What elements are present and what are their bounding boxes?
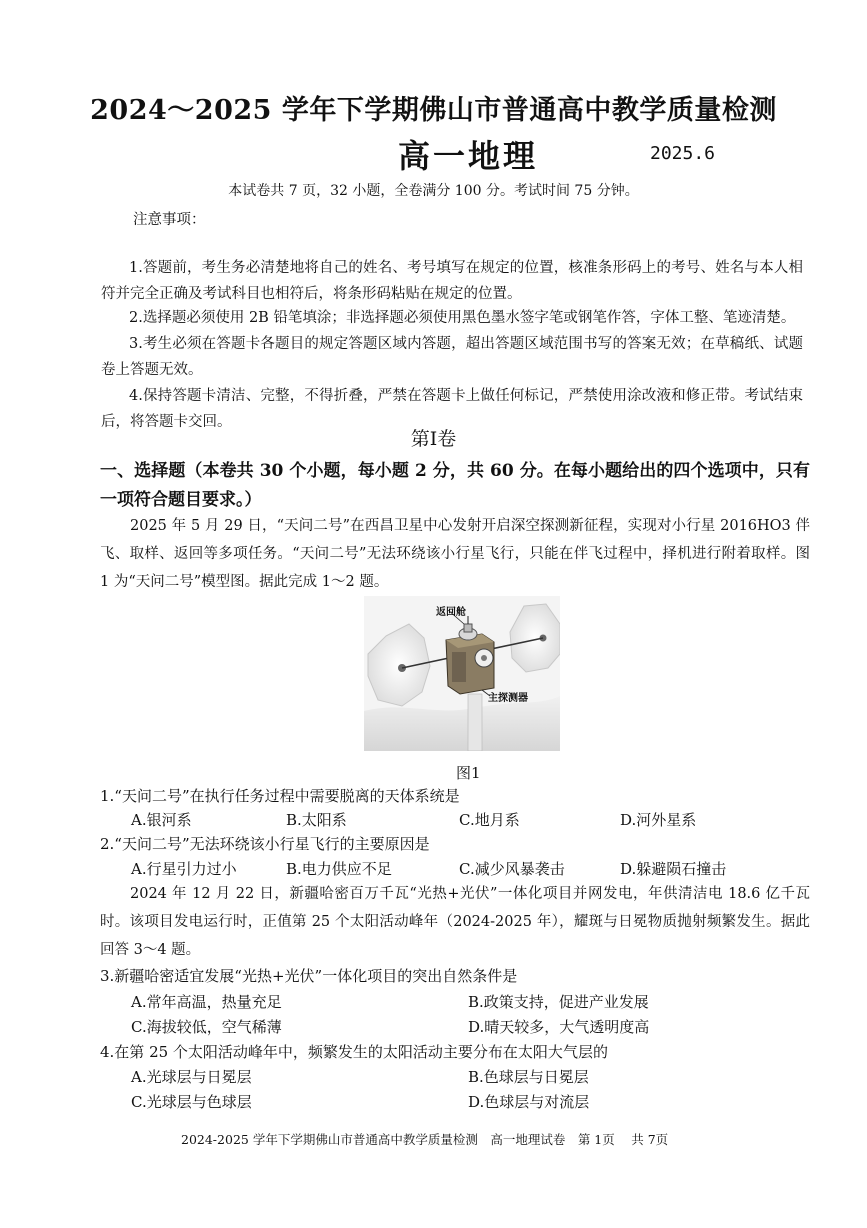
section-heading: 一、选择题（本卷共 30 个小题，每小题 2 分，共 60 分。在每小题给出的四个选项中，只有一项符合题目要求。）	[100, 461, 810, 510]
q4-option-d: D.色球层与对流层	[468, 1093, 590, 1111]
q4-option-a: A.光球层与日冕层	[131, 1068, 252, 1086]
q3-option-a: A.常年高温，热量充足	[131, 993, 282, 1011]
q1-option-d: D.河外星系	[620, 811, 697, 829]
q4-option-b: B.色球层与日冕层	[468, 1068, 589, 1086]
question-4-stem: 4.在第 25 个太阳活动峰年中，频繁发生的太阳活动主要分布在太阳大气层的	[100, 1043, 608, 1061]
exam-intro: 本试卷共 7 页，32 小题，全卷满分 100 分。考试时间 75 分钟。	[228, 183, 639, 199]
notice-item-1: 1.答题前，考生务必清楚地将自己的姓名、考号填写在规定的位置，核准条形码上的考号、姓名与本人相符并完全正确及考试科目也相符后，将条形码粘贴在规定的位置。	[101, 260, 803, 302]
q1-option-a: A.银河系	[131, 811, 192, 829]
q3-option-c: C.海拔较低，空气稀薄	[131, 1018, 282, 1036]
spacecraft-illustration	[364, 596, 560, 751]
q1-option-c: C.地月系	[459, 811, 520, 829]
notice-heading: 注意事项：	[133, 212, 206, 228]
q2-option-b: B.电力供应不足	[286, 860, 392, 878]
passage-1: 2025 年 5 月 29 日，“天问二号”在西昌卫星中心发射开启深空探测新征程，实现对小行星 2016HO3 伴飞、取样、返回等多项任务。“天问二号”无法环绕该小行星飞行，只能在伴飞过程中，择机进行附着取样。图 1 为“天问二号”模型图。据此完成 1～2 题。	[100, 518, 810, 590]
figure-caption: 图1	[456, 764, 481, 782]
q2-option-a: A.行星引力过小	[131, 860, 237, 878]
exam-title: 2024～2025 学年下学期佛山市普通高中教学质量检测	[90, 95, 777, 126]
tianwen2-model-figure	[364, 596, 560, 751]
question-1-stem: 1.“天问二号”在执行任务过程中需要脱离的天体系统是	[100, 787, 460, 805]
notice-item-3: 3.考生必须在答题卡各题目的规定答题区域内答题，超出答题区域范围书写的答案无效；在草稿纸、试题卷上答题无效。	[101, 336, 803, 378]
figure-label-main-probe: 主探测器	[488, 693, 528, 704]
question-2-stem: 2.“天问二号”无法环绕该小行星飞行的主要原因是	[100, 835, 430, 853]
q3-option-b: B.政策支持，促进产业发展	[468, 993, 649, 1011]
q2-option-d: D.躲避陨石撞击	[620, 860, 727, 878]
question-3-stem: 3.新疆哈密适宜发展“光热+光伏”一体化项目的突出自然条件是	[100, 967, 518, 985]
q1-option-b: B.太阳系	[286, 811, 347, 829]
page-footer: 2024-2025 学年下学期佛山市普通高中教学质量检测 高一地理试卷 第 1页 共 7页	[181, 1132, 669, 1147]
q3-option-d: D.晴天较多，大气透明度高	[468, 1018, 650, 1036]
subject-title: 高一地理	[398, 137, 539, 175]
exam-date: 2025.6	[650, 143, 716, 164]
notice-item-2: 2.选择题必须使用 2B 铅笔填涂；非选择题必须使用黑色墨水签字笔或钢笔作答，字体工整、笔迹清楚。	[129, 310, 796, 326]
figure-label-return-capsule: 返回舱	[436, 607, 466, 618]
volume-title: 第Ⅰ卷	[410, 428, 457, 450]
notice-item-4: 4.保持答题卡清洁、完整，不得折叠，严禁在答题卡上做任何标记，严禁使用涂改液和修正带。考试结束后，将答题卡交回。	[101, 388, 803, 430]
q2-option-c: C.减少风暴袭击	[459, 860, 565, 878]
q4-option-c: C.光球层与色球层	[131, 1093, 252, 1111]
passage-2: 2024 年 12 月 22 日，新疆哈密百万千瓦“光热+光伏”一体化项目并网发电，年供清洁电 18.6 亿千瓦时。该项目发电运行时，正值第 25 个太阳活动峰年（2024-2025 年），耀斑与日冕物质抛射频繁发生。据此回答 3～4 题。	[100, 886, 810, 958]
